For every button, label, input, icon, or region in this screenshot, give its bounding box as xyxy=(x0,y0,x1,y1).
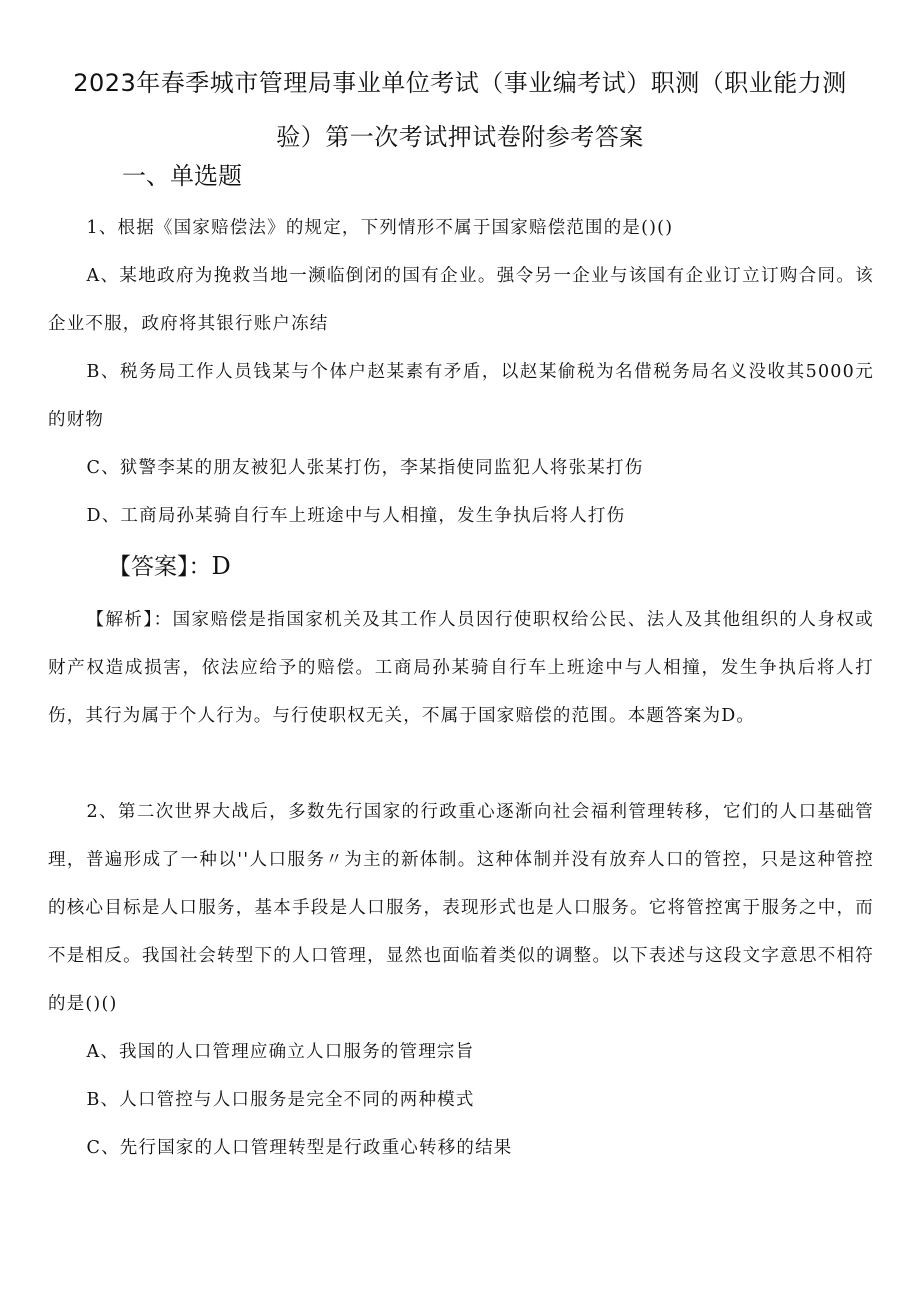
answer-value: D xyxy=(211,552,231,580)
question-2-option-a: A、我国的人口管理应确立人口服务的管理宗旨 xyxy=(86,1042,475,1062)
question-2-stem: 2、第二次世界大战后，多数先行国家的行政重心逐渐向社会福利管理转移，它们的人口基础管理，普遍形成了一种以''人口服务〃为主的新体制。这种体制并没有放弃人口的管控，只是这种管控的核心目标是人口服务，基本手段是人口服务，表现形式也是人口服务。它将管控寓于服务之中，而不是相反。我国社会转型下的人口管理，显然也面临着类似的调整。以下表述与这段文字意思不相符的是()() xyxy=(48,802,874,1014)
question-2-option-b: B、人口管控与人口服务是完全不同的两种模式 xyxy=(86,1090,475,1110)
question-1-analysis: 【解析】：国家赔偿是指国家机关及其工作人员因行使职权给公民、法人及其他组织的人身权或财产权造成损害，依法应给予的赔偿。工商局孙某骑自行车上班途中与人相撞，发生争执后将人打伤，其行为属于个人行为。与行使职权无关，不属于国家赔偿的范围。本题答案为D。 xyxy=(48,610,874,726)
question-1-answer xyxy=(108,548,231,581)
question-1-option-b: B、税务局工作人员钱某与个体户赵某素有矛盾，以赵某偷税为名借税务局名义没收其5000元的财物 xyxy=(48,362,874,430)
question-1-option-a: A、某地政府为挽救当地一濒临倒闭的国有企业。强令另一企业与该国有企业订立订购合同。该企业不服，政府将其银行账户冻结 xyxy=(48,266,874,334)
question-1-stem: 1、根据《国家赔偿法》的规定，下列情形不属于国家赔偿范围的是()() xyxy=(86,218,674,238)
question-2-option-c: C、先行国家的人口管理转型是行政重心转移的结果 xyxy=(86,1138,513,1158)
answer-label: 【答案】： xyxy=(108,554,212,580)
question-1-option-d: D、工商局孙某骑自行车上班途中与人相撞，发生争执后将人打伤 xyxy=(86,506,626,526)
section-heading: 一、单选题 xyxy=(122,162,242,190)
question-1-option-c: C、狱警李某的朋友被犯人张某打伤，李某指使同监犯人将张某打伤 xyxy=(86,458,644,478)
document-title: 2023年春季城市管理局事业单位考试（事业编考试）职测（职业能力测验）第一次考试押试卷附参考答案 xyxy=(73,69,847,151)
